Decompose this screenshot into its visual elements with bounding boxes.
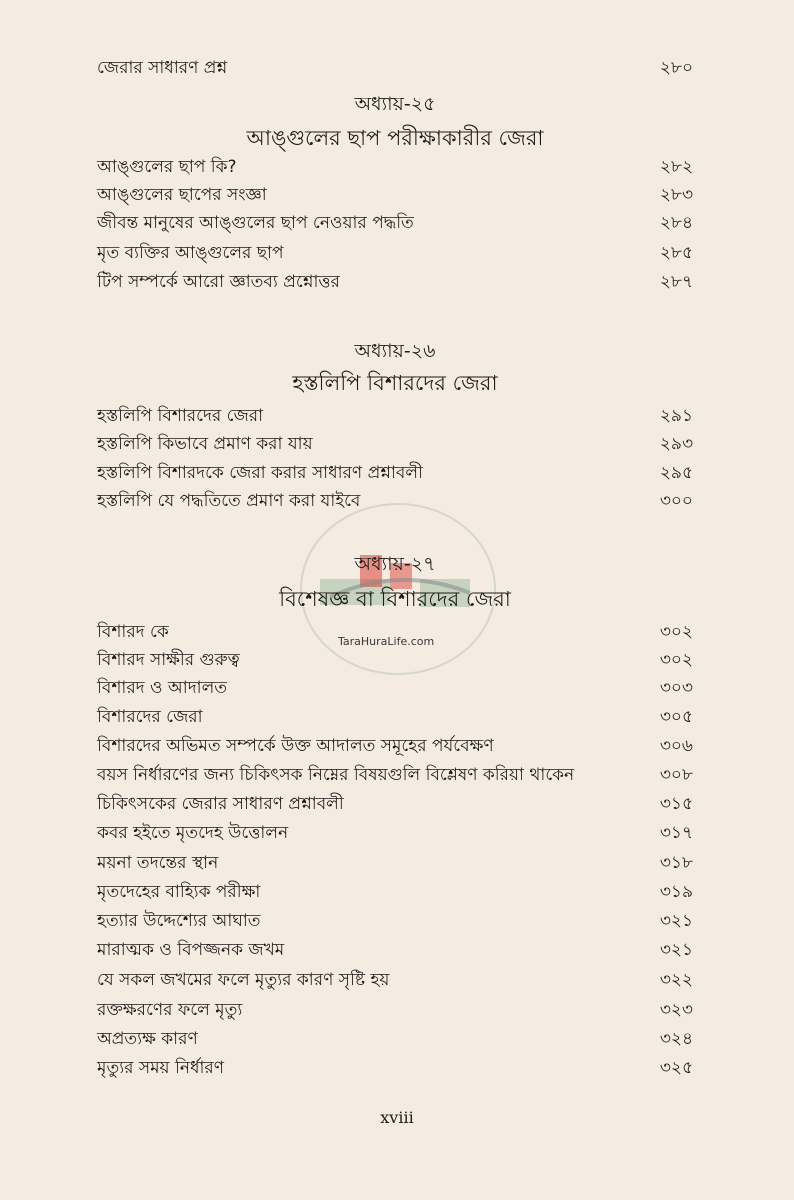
toc-entry <box>97 55 693 83</box>
entry-page: ৩০২ <box>659 650 693 670</box>
toc-entry <box>97 733 693 761</box>
entry-title: ময়না তদন্তের স্থান <box>97 853 219 873</box>
toc-entry <box>97 240 693 268</box>
entry-title: আঙ্গুলের ছাপের সংজ্ঞা <box>97 185 267 205</box>
entry-page: ৩২৫ <box>659 1058 693 1078</box>
entry-title: মৃত্যুর সময় নির্ধারণ <box>97 1058 225 1078</box>
toc-entry <box>97 820 693 848</box>
toc-entry <box>97 762 693 790</box>
entry-title: মৃত ব্যক্তির আঙ্গুলের ছাপ <box>97 243 284 263</box>
entry-page: ৩১৯ <box>659 882 693 902</box>
entry-title: হত্যার উদ্দেশ্যের আঘাত <box>97 911 261 931</box>
entry-page: ৩১৫ <box>659 794 693 814</box>
entry-title: বিশারদের জেরা <box>97 707 203 727</box>
entry-page: ২৯১ <box>659 406 693 426</box>
entry-title: বিশারদ সাক্ষীর গুরুত্ব <box>97 650 240 670</box>
entry-page: ২৮৭ <box>659 272 693 292</box>
entry-page: ৩২১ <box>659 911 693 931</box>
toc-entry <box>97 675 693 703</box>
chapter-number: অধ্যায়-২৭ <box>354 553 436 575</box>
page-folio: xviii <box>380 1108 414 1127</box>
entry-page: ৩০২ <box>659 622 693 642</box>
toc-entry <box>97 1055 693 1083</box>
entry-title: কবর হইতে মৃতদেহ উত্তোলন <box>97 823 289 843</box>
toc-entry <box>97 908 693 936</box>
entry-title: মৃতদেহের বাহ্যিক পরীক্ষা <box>97 882 261 902</box>
chapter-title: হস্তলিপি বিশারদের জেরা <box>292 371 498 395</box>
chapter-number: অধ্যায়-২৫ <box>354 93 436 115</box>
entry-page: ৩২২ <box>659 970 693 990</box>
toc-entry <box>97 791 693 819</box>
entry-page: ৩০৮ <box>659 765 693 785</box>
entry-page: ৩০৩ <box>659 678 693 698</box>
toc-entry <box>97 210 693 238</box>
entry-page: ৩২৪ <box>659 1029 693 1049</box>
entry-title: আঙ্গুলের ছাপ কি? <box>97 157 237 177</box>
chapter-number: অধ্যায়-২৬ <box>354 340 436 362</box>
entry-title: হস্তলিপি যে পদ্ধতিতে প্রমাণ করা যাইবে <box>97 491 361 511</box>
entry-page: ২৮০ <box>659 58 693 78</box>
entry-title: মারাত্মক ও বিপজ্জনক জখম <box>97 940 285 960</box>
entry-title: টিপ সম্পর্কে আরো জ্ঞাতব্য প্রশ্নোত্তর <box>97 272 340 292</box>
chapter-title: আঙ্গুলের ছাপ পরীক্ষাকারীর জেরা <box>246 126 544 150</box>
entry-page: ৩২১ <box>659 940 693 960</box>
entry-title: বিশারদ কে <box>97 622 169 642</box>
entry-title: চিকিৎসকের জেরার সাধারণ প্রশ্নাবলী <box>97 794 344 814</box>
toc-entry <box>97 403 693 431</box>
entry-title: অপ্রত্যক্ষ কারণ <box>97 1029 198 1049</box>
entry-title: হস্তলিপি কিভাবে প্রমাণ করা যায় <box>97 434 313 454</box>
entry-page: ৩২৩ <box>659 1000 693 1020</box>
toc-entry <box>97 431 693 459</box>
toc-entry <box>97 182 693 210</box>
entry-title: রক্তক্ষরণের ফলে মৃত্যু <box>97 1000 243 1020</box>
toc-entry <box>97 997 693 1025</box>
entry-page: ৩০০ <box>659 491 693 511</box>
toc-entry <box>97 647 693 675</box>
entry-page: ২৯৫ <box>659 463 693 483</box>
entry-page: ২৮৫ <box>659 243 693 263</box>
entry-title: বিশারদের অভিমত সম্পর্কে উক্ত আদালত সমূহের পর্যবেক্ষণ <box>97 736 494 756</box>
toc-entry <box>97 967 693 995</box>
toc-entry <box>97 879 693 907</box>
toc-entry <box>97 704 693 732</box>
toc-entry <box>97 850 693 878</box>
entry-page: ৩০৫ <box>659 707 693 727</box>
entry-title: জেরার সাধারণ প্রশ্ন <box>97 58 228 78</box>
toc-entry <box>97 937 693 965</box>
toc-entry <box>97 460 693 488</box>
entry-title: বয়স নির্ধারণের জন্য চিকিৎসক নিম্নের বিষয়গুলি বিশ্লেষণ করিয়া থাকেন <box>97 765 575 785</box>
entry-title: যে সকল জখমের ফলে মৃত্যুর কারণ সৃষ্টি হয় <box>97 970 390 990</box>
entry-page: ৩১৮ <box>659 853 693 873</box>
toc-entry <box>97 1026 693 1054</box>
toc-entry <box>97 269 693 297</box>
toc-entry <box>97 154 693 182</box>
entry-page: ২৯৩ <box>659 434 693 454</box>
entry-title: হস্তলিপি বিশারদের জেরা <box>97 406 264 426</box>
entry-title: বিশারদ ও আদালত <box>97 678 228 698</box>
toc-entry <box>97 619 693 647</box>
watermark-text: TaraHuraLife.com <box>338 635 435 648</box>
entry-title: হস্তলিপি বিশারদকে জেরা করার সাধারণ প্রশ্নাবলী <box>97 463 423 483</box>
chapter-title: বিশেষজ্ঞ বা বিশারদের জেরা <box>279 587 511 611</box>
entry-page: ২৮৪ <box>659 213 693 233</box>
entry-page: ৩১৭ <box>659 823 693 843</box>
entry-title: জীবন্ত মানুষের আঙ্গুলের ছাপ নেওয়ার পদ্ধতি <box>97 213 414 233</box>
entry-page: ২৮৩ <box>659 185 693 205</box>
entry-page: ৩০৬ <box>659 736 693 756</box>
entry-page: ২৮২ <box>659 157 693 177</box>
